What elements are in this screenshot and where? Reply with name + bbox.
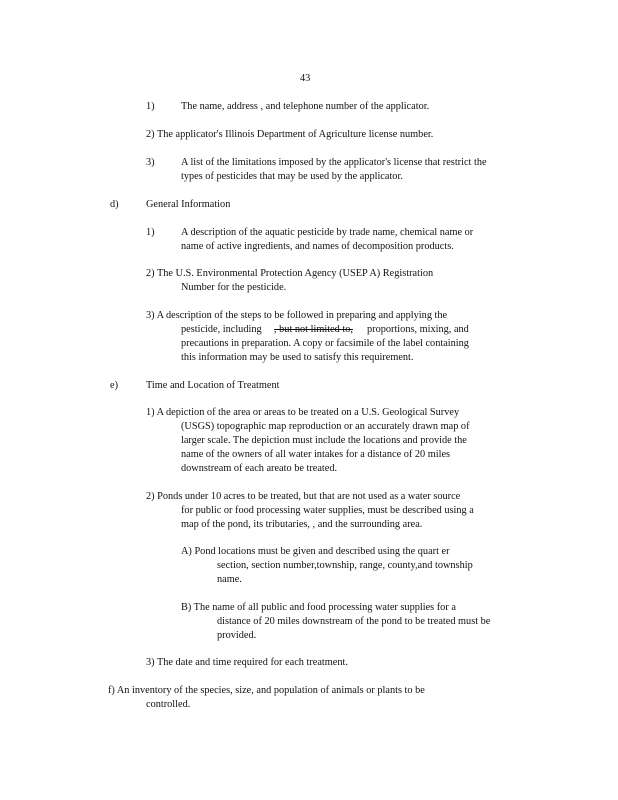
text-line: Number for the pesticide.	[181, 282, 287, 293]
text-line: name of active ingredients, and names of decomposition products.	[181, 241, 454, 252]
text-line: name.	[217, 574, 242, 585]
text-line: 3) The date and time required for each treatment.	[146, 657, 348, 668]
text-line: A) Pond locations must be given and described using the quart er	[181, 546, 450, 557]
text-line: f) An inventory of the species, size, and population of animals or plants to be	[108, 685, 425, 696]
text-line: proportions, mixing, and	[367, 324, 469, 335]
text-line: (USGS) topographic map reproduction or an accurately drawn map of	[181, 421, 470, 432]
text-line: provided.	[217, 630, 257, 641]
text-line: 3) A description of the steps to be followed in preparing and applying the	[146, 310, 448, 321]
text-line: precautions in preparation. A copy or facsimile of the label containing	[181, 338, 469, 349]
text-line: Time and Location of Treatment	[146, 380, 280, 391]
text-line: larger scale. The depiction must include the locations and provide the	[181, 435, 467, 446]
text-line: 1) A depiction of the area or areas to be treated on a U.S. Geological Survey	[146, 407, 460, 418]
text-line: section, section number,township, range, county,and township	[217, 560, 473, 571]
text-line: name of the owners of all water intakes for a distance of 20 miles	[181, 449, 451, 460]
text-line: downstream of each areato be treated.	[181, 463, 338, 474]
text-line: 2) The applicator's Illinois Department of Agriculture license number.	[146, 129, 434, 140]
text-line: 1)	[146, 227, 155, 238]
text-line: 1)	[146, 101, 155, 112]
page-number: 43	[300, 73, 311, 84]
text-line: A list of the limitations imposed by the applicator's license that restrict the	[181, 157, 487, 168]
text-line: General Information	[146, 199, 231, 210]
text-line: A description of the aquatic pesticide by trade name, chemical name or	[181, 227, 474, 238]
text-line: distance of 20 miles downstream of the pond to be treated must be	[217, 616, 491, 627]
text-line: B) The name of all public and food processing water supplies for a	[181, 602, 456, 613]
text-line: d)	[110, 199, 119, 210]
text-line: 3)	[146, 157, 155, 168]
text-line: types of pesticides that may be used by the applicator.	[181, 171, 403, 182]
text-line: for public or food processing water supplies, must be described using a	[181, 505, 474, 516]
text-line: map of the pond, its tributaries, , and the surrounding area.	[181, 519, 423, 530]
text-line: 2) Ponds under 10 acres to be treated, but that are not used as a water source	[146, 491, 461, 502]
text-line: 2) The U.S. Environmental Protection Agency (USEP A) Registration	[146, 268, 434, 279]
text-line: this information may be used to satisfy this requirement.	[181, 352, 414, 363]
text-line: controlled.	[146, 699, 191, 710]
text-line: pesticide, including	[181, 324, 262, 335]
text-line: The name, address , and telephone number of the applicator.	[181, 101, 430, 112]
struck-text: , but not limited to,	[274, 324, 353, 335]
text-line: e)	[110, 380, 118, 391]
